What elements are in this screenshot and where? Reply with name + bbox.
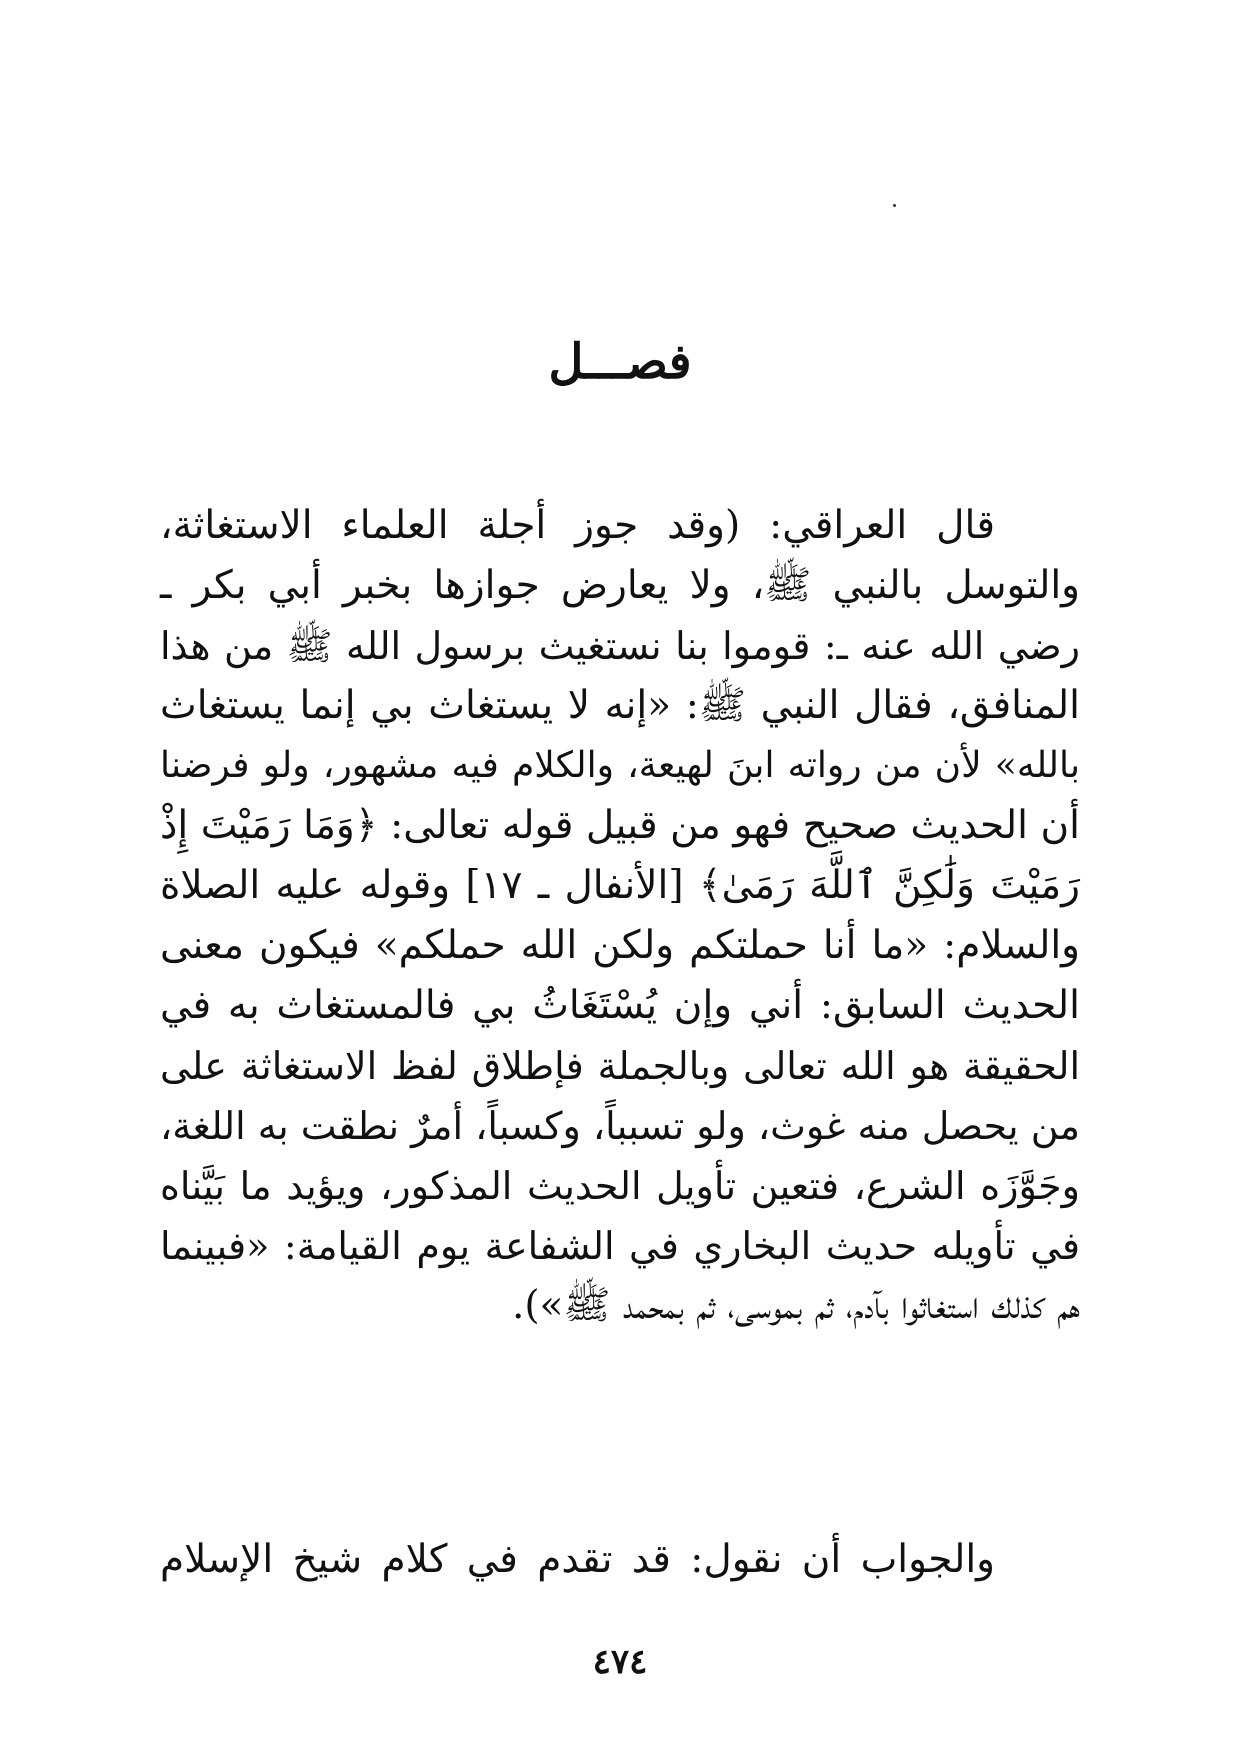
paragraph-line: المنافق، فقال النبي ﷺ: «إنه لا يستغاث بي إنما يستغاث bbox=[160, 683, 1080, 728]
paragraph-line: رَمَيْتَ وَلَٰكِنَّ ٱللَّهَ رَمَىٰ﴾ [الأنفال ـ ١٧] وقوله عليه الصلاة bbox=[160, 863, 1080, 908]
paragraph-line: أن الحديث صحيح فهو من قبيل قوله تعالى: ﴿وَمَا رَمَيْتَ إِذْ bbox=[160, 803, 1080, 848]
answer-line: والجواب أن نقول: قد تقدم في كلام شيخ الإسلام bbox=[160, 1537, 995, 1582]
answer-paragraph bbox=[160, 1530, 1080, 1590]
paragraph-line: رضي الله عنه ـ: قوموا بنا نستغيث برسول الله ﷺ من هذا bbox=[160, 624, 1080, 668]
paragraph-line: الحقيقة هو الله تعالى وبالجملة فإطلاق لفظ الاستغاثة على bbox=[160, 1044, 1080, 1088]
paragraph-line: بالله» لأن من رواته ابنَ لهيعة، والكلام فيه مشهور، ولو فرضنا bbox=[160, 745, 1080, 786]
page-number: ٤٧٤ bbox=[592, 1642, 648, 1682]
paragraph-line: من يحصل منه غوث، ولو تسبباً، وكسباً، أمرٌ نطقت به اللغة، bbox=[160, 1104, 1080, 1148]
paragraph-line: في تأويله حديث البخاري في الشفاعة يوم القيامة: «فبينما bbox=[160, 1224, 1080, 1268]
paragraph-line: والتوسل بالنبي ﷺ، ولا يعارض جوازها بخبر أبي بكر ـ bbox=[160, 563, 1080, 608]
scan-speck bbox=[893, 204, 896, 207]
paragraph-line: الحديث السابق: أني وإن يُسْتَغَاثُ بي فالمستغاث به في bbox=[160, 983, 1080, 1028]
paragraph-line: والسلام: «ما أنا حملتكم ولكن الله حملكم» فيكون معنى bbox=[160, 923, 1080, 968]
section-heading: فصـــل bbox=[548, 334, 692, 390]
paragraph-line: وجَوَّزَه الشرع، فتعين تأويل الحديث المذكور، ويؤيد ما بَيَّناه bbox=[160, 1164, 1080, 1208]
paragraph-line: هم كذلك استغاثوا بآدم، ثم بموسى، ثم بمحمد ﷺ»). bbox=[511, 1283, 1080, 1328]
main-paragraph bbox=[160, 496, 1080, 1336]
paragraph-line: قال العراقي: (وقد جوز أجلة العلماء الاستغاثة، bbox=[160, 503, 995, 548]
